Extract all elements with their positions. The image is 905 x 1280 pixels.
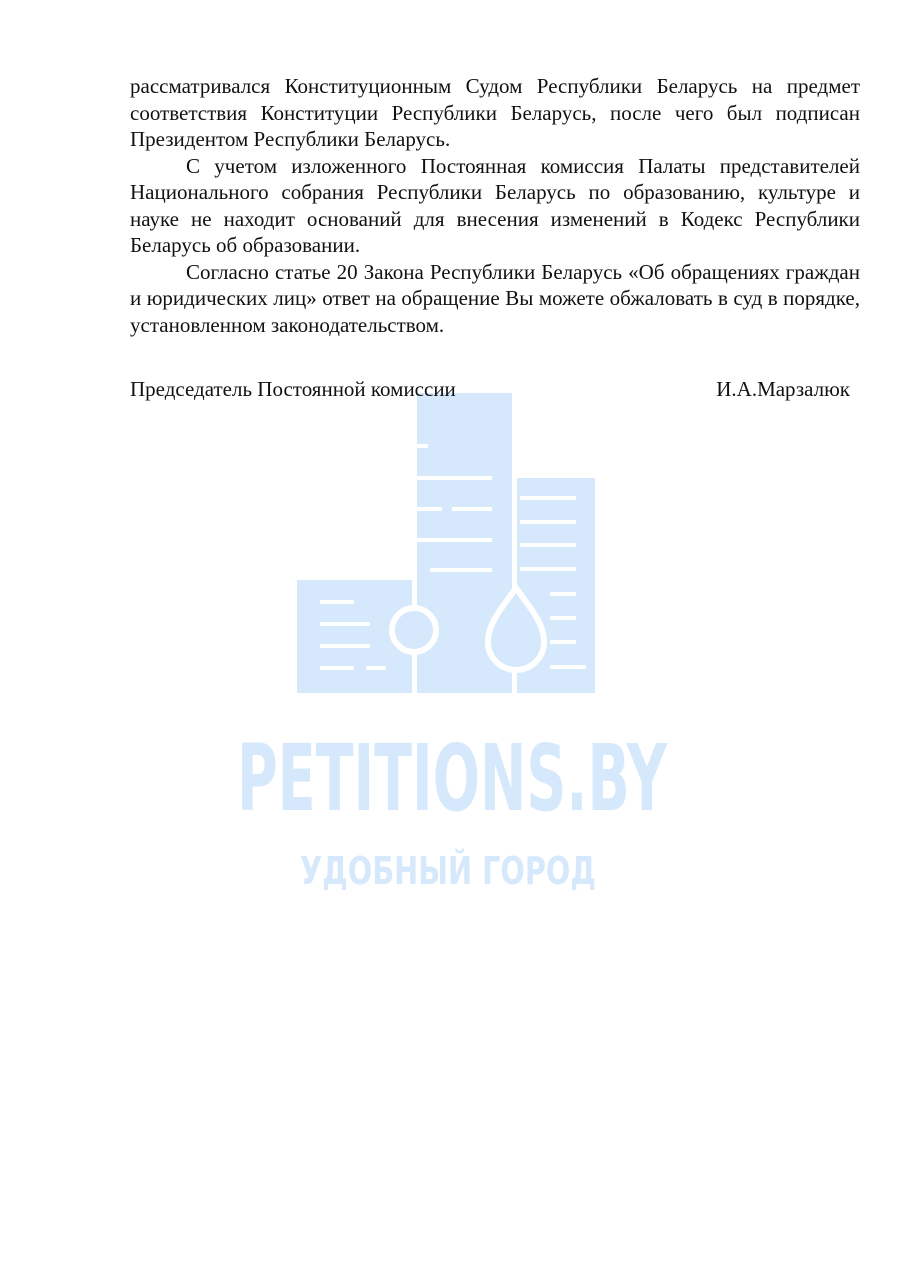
- signatory-position: Председатель Постоянной комиссии: [130, 377, 456, 401]
- paragraph-1: рассматривался Конституционным Судом Республики Беларусь на предмет соответствия Конституции Республики Беларусь, после чего был подписан Президентом Республики Беларусь.: [130, 74, 860, 151]
- petitions-watermark: [230, 390, 675, 900]
- watermark-tagline: УДОБНЫЙ ГОРОД: [300, 849, 596, 893]
- letter-body: [130, 73, 860, 338]
- buildings-logo-icon: [297, 393, 595, 693]
- paragraph-3: Согласно статье 20 Закона Республики Беларусь «Об обращениях граждан и юридических лиц» ответ на обращение Вы можете обжаловать в суд в порядке, установленном законодательством.: [130, 259, 860, 337]
- paragraph-2: С учетом изложенного Постоянная комиссия Палаты представителей Национального собрания Республики Беларусь по образованию, культуре и науке не находит оснований для внесения изменений в Кодекс Республики Беларусь об образовании.: [130, 153, 860, 257]
- signatory-name: И.А.Марзалюк: [716, 377, 850, 401]
- watermark-brand: PETITIONS.BY: [237, 725, 668, 832]
- signature-block: [130, 376, 850, 402]
